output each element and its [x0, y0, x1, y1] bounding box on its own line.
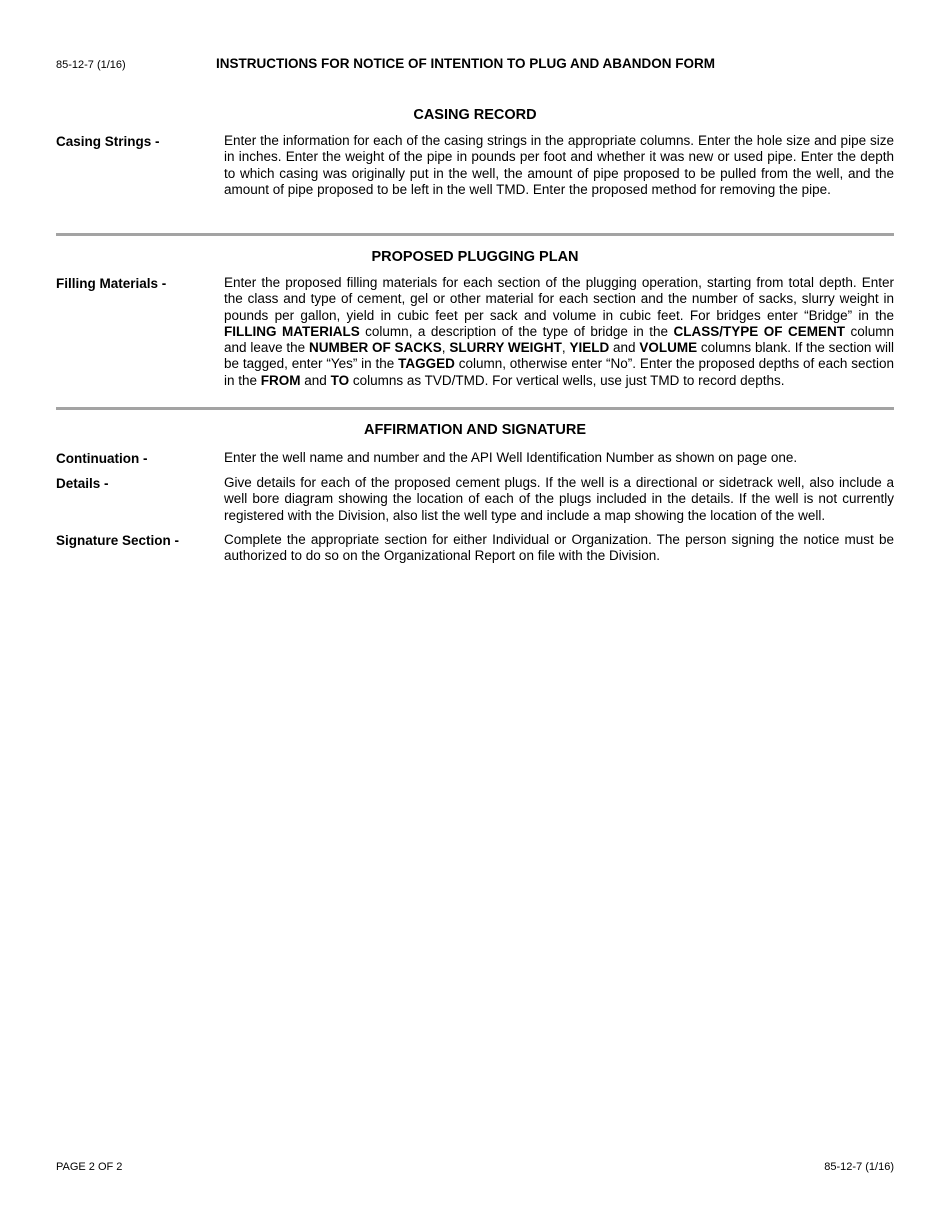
header-form-code: 85-12-7 (1/16)	[56, 59, 126, 71]
section-divider	[56, 233, 894, 236]
continuation-entry	[56, 450, 894, 466]
filling-materials-entry	[56, 275, 894, 389]
casing-strings-label: Casing Strings -	[56, 134, 160, 149]
continuation-label: Continuation -	[56, 451, 148, 466]
details-entry	[56, 475, 894, 524]
details-text: Give details for each of the proposed cement plugs. If the well is a directional or sidetrack well, also include a well bore diagram showing the location of each of the plugs included in the details. If the well is not currently registered with the Division, also list the well type and include a map showing the location of the well.	[224, 475, 894, 523]
page-number: PAGE 2 OF 2	[56, 1161, 123, 1173]
continuation-text: Enter the well name and number and the API Well Identification Number as shown on page one.	[224, 450, 798, 465]
details-label: Details -	[56, 476, 109, 491]
signature-section-label: Signature Section -	[56, 533, 180, 548]
filling-materials-label: Filling Materials -	[56, 276, 167, 291]
casing-strings-entry	[56, 133, 894, 198]
plugging-plan-heading: PROPOSED PLUGGING PLAN	[371, 249, 579, 265]
document-title: INSTRUCTIONS FOR NOTICE OF INTENTION TO PLUG AND ABANDON FORM	[216, 56, 715, 71]
filling-materials-text: Enter the proposed filling materials for each section of the plugging operation, starting from total depth. Enter the class and type of cement, gel or other material for each section and the number of sacks, slurry weight in pounds per gallon, yield in cubic feet per sack and volume in cubic feet. For bridges enter “Bridge” in the FILLING MATERIALS column, a description of the type of bridge in the CLASS/TYPE OF CEMENT column and leave the NUMBER OF SACKS, SLURRY WEIGHT, YIELD and VOLUME columns blank. If the section will be tagged, enter “Yes” in the TAGGED column, otherwise enter “No”. Enter the proposed depths of each section in the FROM and TO columns as TVD/TMD. For vertical wells, use just TMD to record depths.	[224, 275, 894, 388]
affirmation-heading: AFFIRMATION AND SIGNATURE	[363, 422, 587, 438]
section-divider	[56, 407, 894, 410]
casing-strings-text: Enter the information for each of the casing strings in the appropriate columns. Enter the hole size and pipe size in inches. Enter the weight of the pipe in pounds per foot and whether it was new or used pipe. Enter the depth to which casing was originally put in the well, the amount of pipe proposed to be pulled from the well, and the amount of pipe proposed to be left in the well TMD. Enter the proposed method for removing the pipe.	[224, 133, 894, 197]
signature-section-text: Complete the appropriate section for either Individual or Organization. The person signing the notice must be authorized to do so on the Organizational Report on file with the Division.	[224, 532, 894, 564]
signature-section-entry	[56, 532, 894, 565]
casing-record-heading: CASING RECORD	[413, 107, 537, 123]
footer-form-code: 85-12-7 (1/16)	[824, 1161, 894, 1173]
